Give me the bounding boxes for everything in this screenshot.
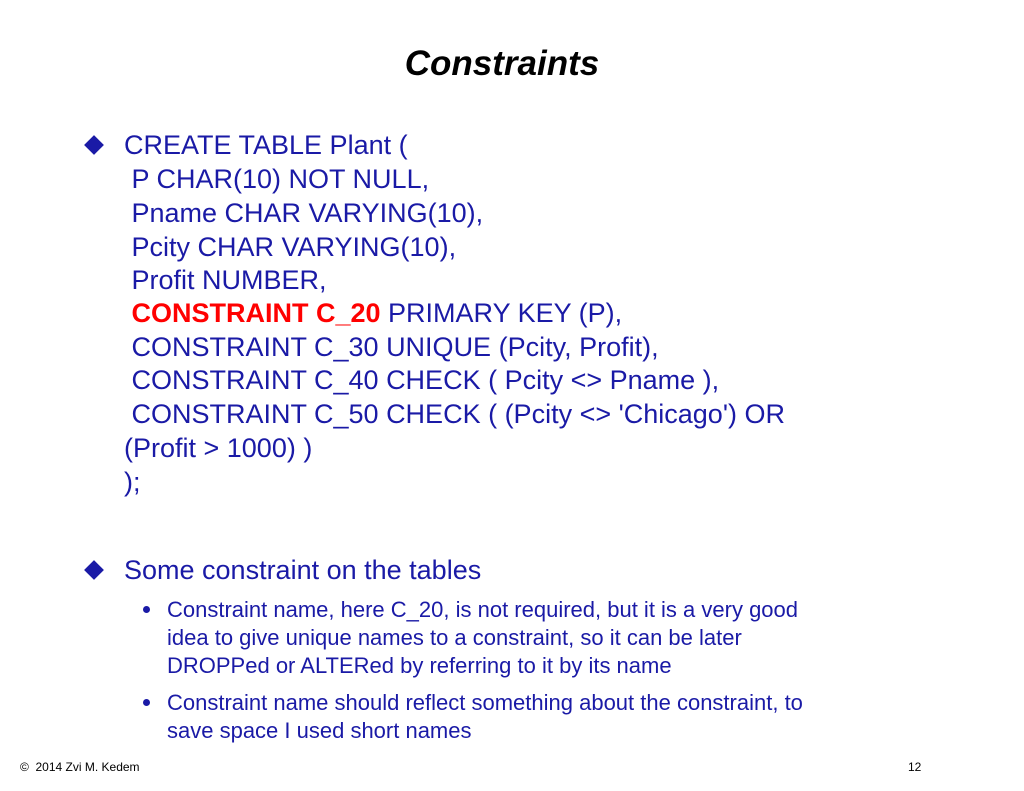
code-line: CONSTRAINT C_50 CHECK ( (Pcity <> 'Chicago') OR — [124, 399, 785, 429]
sub-bullet-line: save space I used short names — [167, 718, 472, 743]
code-line-primary-key — [124, 296, 622, 330]
code-line: P CHAR(10) NOT NULL, — [124, 164, 430, 194]
diamond-bullet-icon — [84, 135, 104, 155]
round-bullet-icon — [143, 699, 150, 706]
round-bullet-icon — [143, 606, 150, 613]
page-title: Constraints — [404, 44, 600, 83]
code-line: CONSTRAINT C_40 CHECK ( Pcity <> Pname ), — [124, 365, 720, 395]
constraint-name-highlight: CONSTRAINT C_20 — [124, 298, 381, 328]
diamond-bullet-icon — [84, 560, 104, 580]
page-number: 12 — [908, 760, 922, 774]
code-line: Profit NUMBER, — [124, 265, 327, 295]
code-line: Pcity CHAR VARYING(10), — [124, 232, 457, 262]
constraint-definition: PRIMARY KEY (P), — [380, 298, 623, 328]
footer-copyright: © 2014 Zvi M. Kedem — [20, 760, 140, 774]
code-line: ); — [124, 467, 141, 497]
sub-bullet-line: Constraint name should reflect something about the constraint, to — [167, 690, 803, 715]
sub-bullet-line: Constraint name, here C_20, is not required, but it is a very good — [167, 597, 799, 622]
code-line: CONSTRAINT C_30 UNIQUE (Pcity, Profit), — [124, 332, 659, 362]
code-line: (Profit > 1000) ) — [124, 433, 313, 463]
sub-bullet-line: DROPPed or ALTERed by referring to it by its name — [167, 653, 672, 678]
sub-bullet-line: idea to give unique names to a constraint, so it can be later — [167, 625, 742, 650]
bullet-text: Some constraint on the tables — [124, 555, 482, 585]
code-line: Pname CHAR VARYING(10), — [124, 198, 484, 228]
code-line: CREATE TABLE Plant ( — [124, 130, 408, 160]
